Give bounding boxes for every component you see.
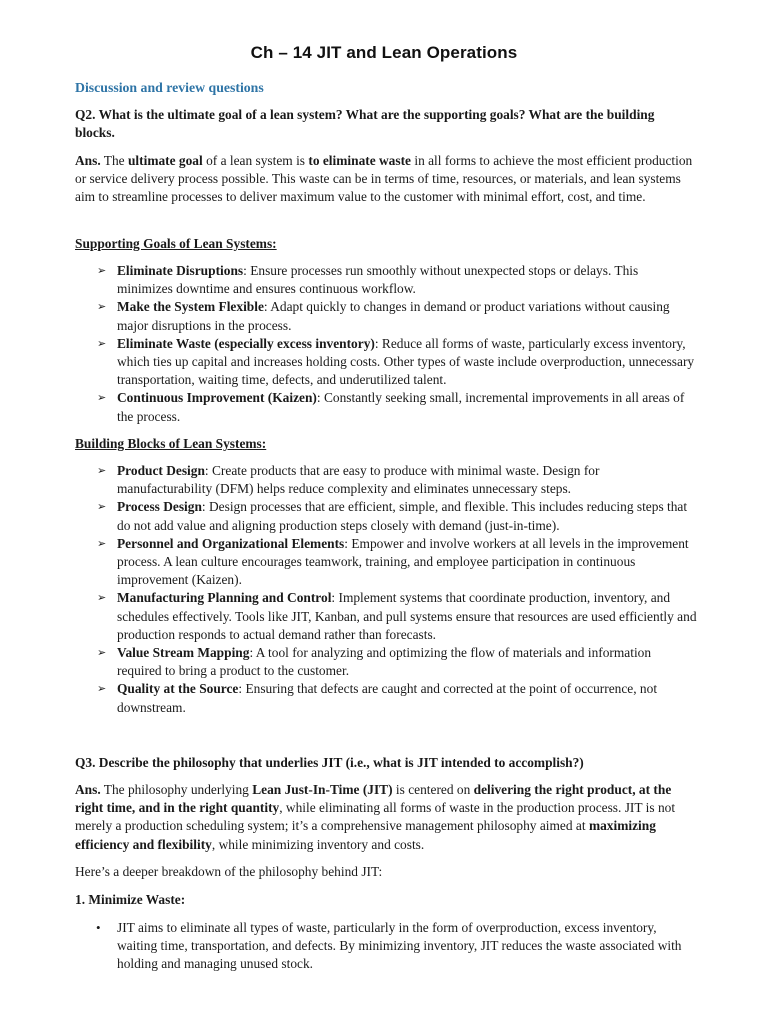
list-item <box>75 335 697 390</box>
list-item-text: : Empower and involve workers at all levels in the improvement process. A lean culture encourages teamwork, training, and employee participation in continuous improvement (Kaizen). <box>117 535 689 588</box>
dot-bullet-icon: • <box>96 920 101 935</box>
list-item <box>75 535 697 590</box>
list-item-text: : Adapt quickly to changes in demand or product variations without causing major disruptions in the process. <box>117 299 670 333</box>
list-item <box>75 589 697 644</box>
answer-q3 <box>75 781 697 854</box>
list-item <box>75 680 697 716</box>
list-item-text: : Ensure processes run smoothly without unexpected stops or delays. This minimizes downtime and ensures continuous workflow. <box>117 263 639 297</box>
answer-emphasis: ultimate goal <box>127 153 203 168</box>
list-item <box>75 498 697 534</box>
list-item <box>75 919 697 974</box>
list-item-text: : Reduce all forms of waste, particularly excess inventory, which ties up capital and increases holding costs. Other types of waste include overproduction, unnecessary transportation, waiting time, defects, and underutilized talent. <box>117 335 695 388</box>
section-heading: Discussion and review questions <box>75 80 264 95</box>
list-item-term: Continuous Improvement (Kaizen) <box>117 390 317 406</box>
question-q2: Q2. What is the ultimate goal of a lean system? What are the supporting goals? What are the building blocks. <box>75 107 655 141</box>
building-blocks-list <box>75 462 697 717</box>
answer-label: Ans. <box>75 153 101 168</box>
breakdown-intro: Here’s a deeper breakdown of the philosophy behind JIT: <box>75 864 383 879</box>
list-item-text: : Implement systems that coordinate production, inventory, and schedules effectively. Tools like JIT, Kanban, and pull systems ensure that resources are used efficiently and production responds to actual demand rather than forecasts. <box>117 590 697 642</box>
answer-text: , while minimizing inventory and costs. <box>211 836 425 852</box>
answer-emphasis: to eliminate waste <box>308 153 411 168</box>
list-item-term: Manufacturing Planning and Control <box>117 590 332 606</box>
arrow-bullet-icon: ➢ <box>97 682 107 696</box>
list-item-term: Personnel and Organizational Elements <box>117 535 345 551</box>
list-item <box>75 389 697 425</box>
arrow-bullet-icon: ➢ <box>97 591 107 605</box>
list-item-text: : A tool for analyzing and optimizing the flow of materials and information required to bring a product to the customer. <box>117 645 652 679</box>
list-item <box>75 644 697 680</box>
answer-emphasis: Lean Just-In-Time (JIT) <box>252 782 393 797</box>
list-item <box>75 262 697 298</box>
answer-label: Ans. <box>75 782 101 797</box>
list-item-term: Make the System Flexible <box>117 299 264 315</box>
arrow-bullet-icon: ➢ <box>97 336 107 350</box>
arrow-bullet-icon: ➢ <box>97 300 107 314</box>
point-1-list <box>75 919 697 974</box>
supporting-goals-list <box>75 262 697 426</box>
list-item-term: Eliminate Disruptions <box>117 263 244 278</box>
question-q3: Q3. Describe the philosophy that underlies JIT (i.e., what is JIT intended to accomplish?) <box>75 755 584 770</box>
supporting-goals-heading: Supporting Goals of Lean Systems: <box>75 236 277 251</box>
list-item-text: JIT aims to eliminate all types of waste, particularly in the form of overproduction, excess inventory, waiting time, transportation, and defects. By minimizing inventory, JIT reduces the waste associated with holding and managing unused stock. <box>117 920 682 972</box>
point-1-heading: 1. Minimize Waste: <box>75 892 186 907</box>
page-title: Ch – 14 JIT and Lean Operations <box>250 43 518 62</box>
list-item-text: : Design processes that are efficient, simple, and flexible. This includes reducing steps that do not add value and aligning production steps closely with demand (just-in-time). <box>117 499 688 533</box>
arrow-bullet-icon: ➢ <box>97 646 107 660</box>
list-item <box>75 462 697 498</box>
arrow-bullet-icon: ➢ <box>97 464 107 477</box>
list-item-term: Product Design <box>117 463 205 478</box>
answer-emphasis: delivering the right product, at the right time, and in the right quantity <box>75 782 672 816</box>
list-item <box>75 298 697 334</box>
answer-text: The philosophy underlying <box>100 782 253 797</box>
arrow-bullet-icon: ➢ <box>97 500 107 514</box>
list-item-term: Eliminate Waste (especially excess inventory) <box>117 335 375 351</box>
list-item-text: : Constantly seeking small, incremental improvements in all areas of the process. <box>117 390 685 424</box>
answer-text: The <box>100 153 128 168</box>
list-item-text: : Ensuring that defects are caught and corrected at the point of occurrence, not downstream. <box>117 681 658 715</box>
answer-emphasis: maximizing efficiency and flexibility <box>75 818 656 852</box>
answer-q2 <box>75 152 697 207</box>
answer-text: of a lean system is <box>202 153 309 168</box>
list-item-term: Process Design <box>117 499 202 515</box>
answer-text: in all forms to achieve the most efficient production or service delivery process possible. This waste can be in terms of time, resources, or materials, and lean systems aim to streamline processes to deliver maximum value to the customer with minimal effort, cost, and time. <box>75 153 693 205</box>
list-item-term: Value Stream Mapping <box>117 645 250 661</box>
arrow-bullet-icon: ➢ <box>97 264 107 277</box>
answer-text: , while eliminating all forms of waste in the production process. JIT is not merely a production scheduling system; it’s a comprehensive management philosophy aimed at <box>75 800 676 834</box>
building-blocks-heading: Building Blocks of Lean Systems: <box>75 436 267 451</box>
arrow-bullet-icon: ➢ <box>97 536 107 550</box>
answer-text: is centered on <box>392 782 474 797</box>
list-item-term: Quality at the Source <box>117 681 239 697</box>
list-item-text: : Create products that are easy to produce with minimal waste. Design for manufacturability (DFM) helps reduce complexity and eliminates unnecessary steps. <box>117 463 600 497</box>
arrow-bullet-icon: ➢ <box>97 391 107 405</box>
